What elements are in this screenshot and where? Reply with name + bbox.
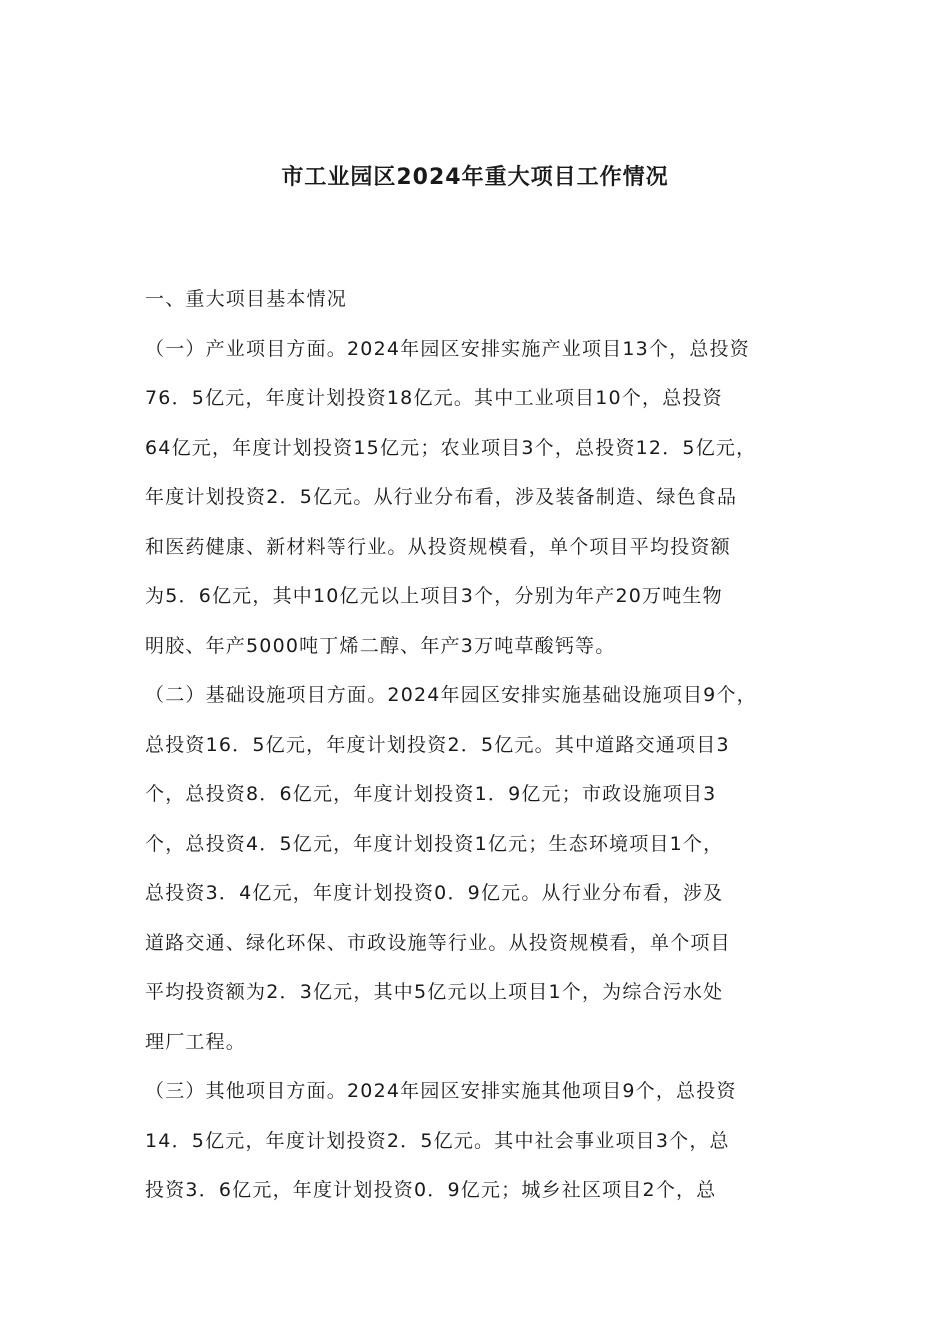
paragraph-line: 14．5亿元，年度计划投资2．5亿元。其中社会事业项目3个，总 (145, 1129, 730, 1152)
paragraph-line: 投资3．6亿元，年度计划投资0．9亿元；城乡社区项目2个，总 (145, 1179, 717, 1201)
paragraph-line: （三）其他项目方面。2024年园区安排实施其他项目9个，总投资 (145, 1080, 737, 1102)
paragraph-line: 和医药健康、新材料等行业。从投资规模看，单个项目平均投资额 (145, 535, 731, 558)
document-body (145, 282, 817, 1223)
paragraph-line: 为5．6亿元，其中10亿元以上项目3个，分别为年产20万吨生物 (145, 585, 723, 607)
paragraph-line: 年度计划投资2．5亿元。从行业分布看，涉及装备制造、绿色食品 (145, 486, 738, 508)
document-title: 市工业园区2024年重大项目工作情况 (281, 165, 669, 190)
paragraph-line: 76．5亿元，年度计划投资18亿元。其中工业项目10个，总投资 (145, 387, 723, 409)
paragraph-line: 平均投资额为2．3亿元，其中5亿元以上项目1个，为综合污水处 (145, 981, 724, 1003)
paragraph-line: 理厂工程。 (145, 1030, 247, 1053)
paragraph-line: （一）产业项目方面。2024年园区安排实施产业项目13个，总投资 (145, 337, 750, 360)
paragraph-line: （二）基础设施项目方面。2024年园区安排实施基础设施项目9个， (145, 684, 757, 706)
paragraph-line: 明胶、年产5000吨丁烯二醇、年产3万吨草酸钙等。 (145, 634, 616, 657)
paragraph-line: 64亿元，年度计划投资15亿元；农业项目3个，总投资12．5亿元， (145, 436, 757, 459)
paragraph-line: 个，总投资8．6亿元，年度计划投资1．9亿元；市政设施项目3 (145, 783, 717, 805)
paragraph-line: 个，总投资4．5亿元，年度计划投资1亿元；生态环境项目1个， (145, 832, 724, 855)
paragraph-line: 总投资3．4亿元，年度计划投资0．9亿元。从行业分布看，涉及 (145, 882, 724, 904)
paragraph-line: 总投资16．5亿元，年度计划投资2．5亿元。其中道路交通项目3 (145, 733, 730, 756)
section-heading: 一、重大项目基本情况 (145, 288, 348, 310)
paragraph-line: 道路交通、绿化环保、市政设施等行业。从投资规模看，单个项目 (145, 931, 731, 954)
